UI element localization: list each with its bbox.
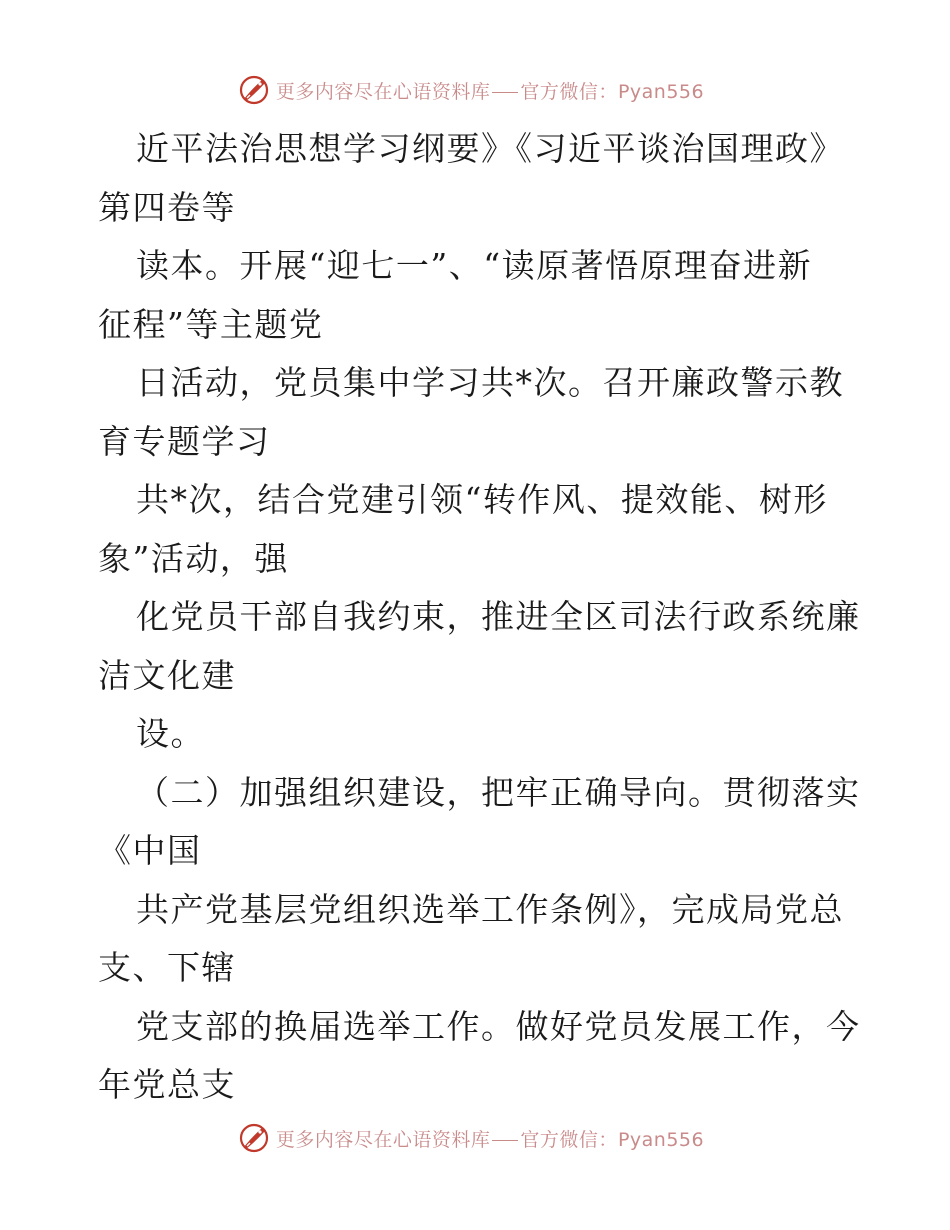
header-banner-text [276, 77, 704, 104]
header-banner-wechat-label: 官方微信： [520, 80, 618, 103]
document-body [98, 120, 861, 1115]
text-line: 日活动，党员集中学习共*次。召开廉政警示教 [136, 363, 844, 402]
text-line: 年党总支 [98, 1065, 236, 1104]
text-line: 征程”等主题党 [98, 304, 324, 344]
footer-banner-text [276, 1125, 704, 1152]
footer-banner-title: 更多内容尽在心语资料库 [275, 1128, 491, 1151]
header-banner-content [238, 74, 704, 106]
header-banner-dash [492, 92, 518, 93]
pen-nib-logo-icon [238, 74, 270, 106]
footer-banner [0, 1118, 950, 1158]
footer-banner-dash [492, 1140, 518, 1141]
pen-nib-logo-icon [238, 1122, 270, 1154]
text-line: 读本。开展“迎七一”、“读原著悟原理奋进新 [136, 246, 813, 285]
text-line: 象”活动，强 [98, 538, 289, 578]
text-line: 第四卷等 [98, 187, 236, 227]
text-line: 共*次，结合党建引领“转作风、提效能、树形 [136, 480, 828, 519]
text-line: 党支部的换届选举工作。做好党员发展工作，今 [136, 1006, 861, 1046]
text-line: 育专题学习 [98, 421, 271, 461]
text-line: 设。 [136, 714, 205, 753]
text-line: 《中国 [98, 831, 202, 870]
text-line: 洁文化建 [98, 655, 236, 695]
text-line: 化党员干部自我约束，推进全区司法行政系统廉 [136, 597, 861, 636]
footer-banner-content [238, 1122, 704, 1154]
header-banner [0, 70, 950, 110]
text-line: 支、下辖 [98, 948, 236, 987]
text-line: 近平法治思想学习纲要》《习近平谈治国理政》 [136, 129, 844, 168]
footer-banner-wechat-label: 官方微信： [520, 1128, 618, 1151]
header-banner-wechat-id: Pyan556 [617, 80, 705, 103]
text-line: （二）加强组织建设，把牢正确导向。贯彻落实 [136, 772, 861, 812]
footer-banner-wechat-id: Pyan556 [617, 1128, 705, 1151]
header-banner-title: 更多内容尽在心语资料库 [275, 80, 491, 103]
text-line: 共产党基层党组织选举工作条例》，完成局党总 [136, 889, 844, 929]
